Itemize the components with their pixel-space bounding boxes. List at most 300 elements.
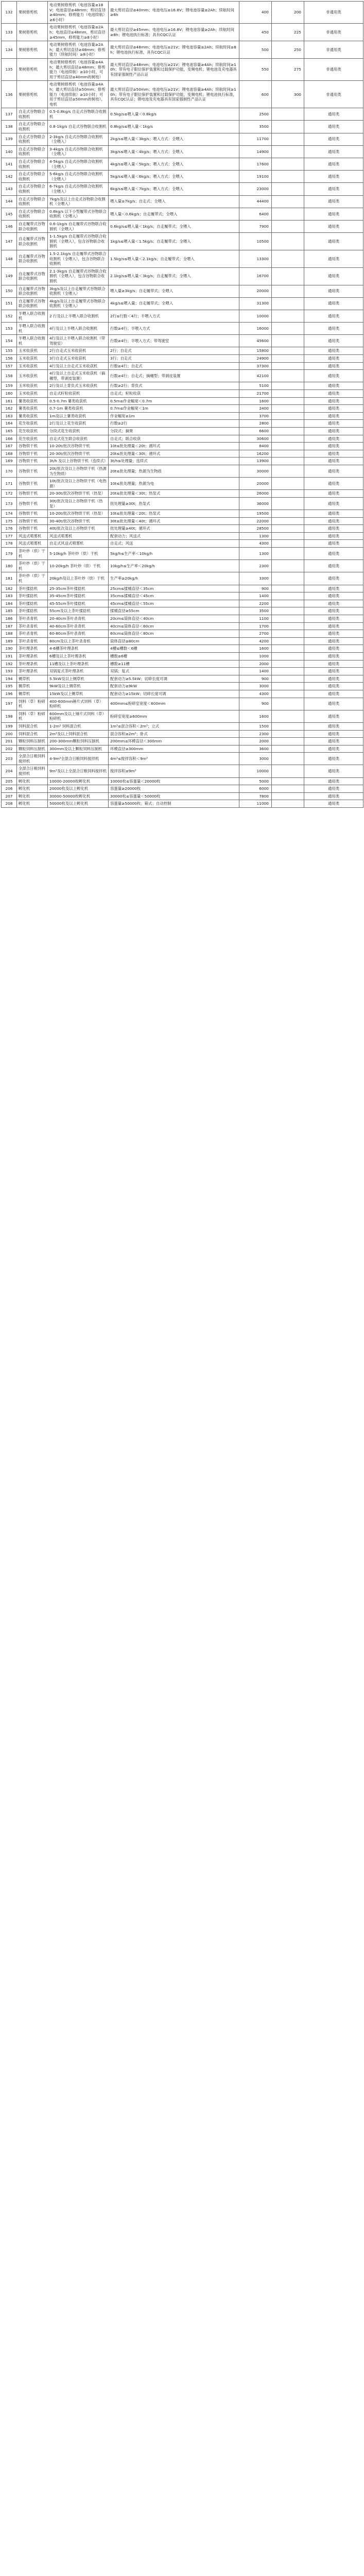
spec-cell: 3t/h≤处理量；连续式 bbox=[109, 457, 239, 465]
row-number: 192 bbox=[2, 660, 17, 668]
row-number: 185 bbox=[2, 607, 17, 615]
scope-cell: 通用类 bbox=[304, 457, 363, 465]
subsidy-amount-cell: 20000 bbox=[239, 478, 272, 490]
subsidy-amount-cell: 1300 bbox=[239, 532, 272, 540]
category-cell: 玉米收获机 bbox=[17, 355, 48, 363]
cap-amount-cell bbox=[272, 730, 304, 738]
item-name-cell: 55cm及以上茶叶揉捻机 bbox=[48, 607, 109, 615]
row-number: 177 bbox=[2, 532, 17, 540]
table-row bbox=[2, 208, 363, 220]
category-cell: 孵化机 bbox=[17, 785, 48, 793]
table-row bbox=[2, 652, 363, 660]
category-cell: 饲料混合机 bbox=[17, 730, 48, 738]
item-name-cell: 200-300mm颗粒饲料压制机 bbox=[48, 738, 109, 745]
scope-cell: 通用类 bbox=[304, 267, 363, 285]
scope-cell: 通用类 bbox=[304, 390, 363, 398]
item-name-cell: 电动果树修剪机（电池容量≥2Ah；电池直径≥48mm，剪切直径≥45mm，修剪能力≥8小时） bbox=[48, 24, 109, 41]
spec-cell: 行数≥4行；半喂入方式 bbox=[109, 323, 239, 335]
spec-cell: 批处理量≥30t；热泵式 bbox=[109, 497, 239, 510]
scope-cell: 通用类 bbox=[304, 145, 363, 158]
scope-cell: 通用类 bbox=[304, 745, 363, 753]
scope-cell: 通用类 bbox=[304, 443, 363, 450]
row-number: 133 bbox=[2, 24, 17, 41]
spec-cell: 喂入量≥3kg/s；自走履带式；全喂入 bbox=[109, 285, 239, 297]
category-cell: 果树修剪机 bbox=[17, 2, 48, 24]
category-cell: 茶叶理条机 bbox=[17, 660, 48, 668]
subsidy-amount-cell: 900 bbox=[239, 698, 272, 710]
category-cell: 自走履带式谷物联合收割机 bbox=[17, 233, 48, 250]
scope-cell: 通用类 bbox=[304, 347, 363, 355]
row-number: 148 bbox=[2, 250, 17, 267]
spec-cell: 2.1kg/s≤喂入量＜3kg/s；自走履带式；全喂入 bbox=[109, 267, 239, 285]
cap-amount-cell bbox=[272, 777, 304, 785]
row-number: 204 bbox=[2, 765, 17, 777]
item-name-cell: 0.6kg/s 以下小型履带式谷物联合收割机（全喂入） bbox=[48, 208, 109, 220]
scope-cell: 通用类 bbox=[304, 450, 363, 457]
table-row bbox=[2, 572, 363, 585]
category-cell: 全混合日粮饲料搅拌机 bbox=[17, 753, 48, 765]
scope-cell: 通用类 bbox=[304, 765, 363, 777]
item-name-cell: 25-35cm茶叶揉捻机 bbox=[48, 585, 109, 592]
subsidy-amount-cell: 19500 bbox=[239, 510, 272, 518]
subsidy-amount-cell: 2800 bbox=[239, 420, 272, 428]
table-row bbox=[2, 607, 363, 615]
row-number: 191 bbox=[2, 652, 17, 660]
scope-cell: 通用类 bbox=[304, 382, 363, 390]
category-cell: 花生收获机 bbox=[17, 427, 48, 435]
scope-cell: 通用类 bbox=[304, 285, 363, 297]
item-name-cell: 1.5-2.1kg/s 自走履带式谷物联合收割机（全喂入），包含谷物联合收割机 bbox=[48, 250, 109, 267]
subsidy-amount-cell: 7900 bbox=[239, 220, 272, 232]
row-number: 175 bbox=[2, 517, 17, 525]
item-name-cell: 4-6槽茶叶理条机 bbox=[48, 645, 109, 653]
scope-cell: 通用类 bbox=[304, 183, 363, 195]
category-cell: 铡草机 bbox=[17, 683, 48, 690]
row-number: 134 bbox=[2, 41, 17, 59]
table-row bbox=[2, 24, 363, 41]
subsidy-amount-cell: 900 bbox=[239, 675, 272, 683]
item-name-cell: 4行及以上半喂入联合收割机（带驾驶室） bbox=[48, 335, 109, 347]
subsidy-amount-cell: 1000 bbox=[239, 652, 272, 660]
item-name-cell: 10000-20000枚孵化机 bbox=[48, 777, 109, 785]
item-name-cell: 4行及以上半喂入联合收割机 bbox=[48, 323, 109, 335]
scope-cell: 通用类 bbox=[304, 310, 363, 322]
scope-cell: 通用类 bbox=[304, 158, 363, 171]
cap-amount-cell bbox=[272, 637, 304, 645]
item-name-cell: 1m及以上薯类收获机 bbox=[48, 412, 109, 420]
subsidy-amount-cell: 1400 bbox=[239, 592, 272, 600]
spec-cell: 喂入量＜0.6kg/s；自走履带式；全喂入 bbox=[109, 208, 239, 220]
subsidy-amount-cell: 3000 bbox=[239, 683, 272, 690]
subsidy-amount-cell: 10500 bbox=[239, 233, 272, 250]
table-row bbox=[2, 668, 363, 675]
row-number: 150 bbox=[2, 285, 17, 297]
row-number: 166 bbox=[2, 435, 17, 443]
subsidy-amount-cell: 7800 bbox=[239, 792, 272, 800]
category-cell: 谷物烘干机 bbox=[17, 517, 48, 525]
subsidy-amount-cell: 2300 bbox=[239, 730, 272, 738]
row-number: 198 bbox=[2, 710, 17, 722]
spec-cell: 最大剪切直径≥50mm；电池电压≥21V；锂电池容量≥4Ah；续航时间≥10h；带有电子限位保护装置和过载保护功能，变频电机；锂电池执行标准，具有CQC认证；锂电池及充电器具有国家强制性产品认证 bbox=[109, 81, 239, 108]
spec-cell: 2行≤行数＜4行；半喂入方式 bbox=[109, 310, 239, 322]
row-number: 137 bbox=[2, 108, 17, 121]
table-row bbox=[2, 233, 363, 250]
cap-amount-cell bbox=[272, 622, 304, 630]
spec-cell: 生产率≥20kg/h bbox=[109, 572, 239, 585]
spec-cell: 混合容积≥2m³；卧式 bbox=[109, 730, 239, 738]
scope-cell: 通用类 bbox=[304, 698, 363, 710]
row-number: 165 bbox=[2, 427, 17, 435]
spec-cell: 行数≥4行；半喂入方式；带驾驶室 bbox=[109, 335, 239, 347]
item-name-cell: 1-2m³ 饲料混合机 bbox=[48, 722, 109, 730]
item-name-cell: 4-9m³全混合日粮饲料搅拌机 bbox=[48, 753, 109, 765]
item-name-cell: 电动果树修剪机（电池容量≥18V；电池直径≥48mm；剪切直径≥40mm；修剪能力（电池续航）≥6小时） bbox=[48, 2, 109, 24]
scope-cell: 通用类 bbox=[304, 412, 363, 420]
cap-amount-cell bbox=[272, 362, 304, 370]
row-number: 184 bbox=[2, 600, 17, 607]
scope-cell: 通用类 bbox=[304, 335, 363, 347]
item-name-cell: 20000枚及以上孵化机 bbox=[48, 785, 109, 793]
row-number: 157 bbox=[2, 362, 17, 370]
spec-cell: 1m³≤混合容积＜2m³；立式 bbox=[109, 722, 239, 730]
scope-cell: 通用类 bbox=[304, 615, 363, 623]
spec-cell: 10t≤批处理量＜20t；热泵式 bbox=[109, 510, 239, 518]
spec-cell: 3行；自走式 bbox=[109, 355, 239, 363]
category-cell: 自走式谷物联合收割机 bbox=[17, 108, 48, 121]
row-number: 187 bbox=[2, 622, 17, 630]
cap-amount-cell bbox=[272, 355, 304, 363]
subsidy-amount-cell: 36000 bbox=[239, 497, 272, 510]
cap-amount-cell bbox=[272, 652, 304, 660]
spec-cell: 粉碎室宽度≥600mm bbox=[109, 710, 239, 722]
table-row bbox=[2, 310, 363, 322]
category-cell: 半喂入联合收割机 bbox=[17, 310, 48, 322]
scope-cell: 通用类 bbox=[304, 753, 363, 765]
row-number: 135 bbox=[2, 58, 17, 80]
cap-amount-cell bbox=[272, 347, 304, 355]
row-number: 174 bbox=[2, 510, 17, 518]
scope-cell: 通用类 bbox=[304, 427, 363, 435]
scope-cell: 通用类 bbox=[304, 323, 363, 335]
category-cell: 玉米收获机 bbox=[17, 370, 48, 382]
item-name-cell: 4行及以上自走式玉米收获机 bbox=[48, 362, 109, 370]
row-number: 153 bbox=[2, 323, 17, 335]
subsidy-amount-cell: 3500 bbox=[239, 121, 272, 133]
scope-cell: 非通用类 bbox=[304, 81, 363, 108]
cap-amount-cell bbox=[272, 133, 304, 145]
subsidy-amount-cell: 24900 bbox=[239, 355, 272, 363]
subsidy-amount-cell: 28500 bbox=[239, 525, 272, 533]
item-name-cell: 风送式喷雾机 bbox=[48, 532, 109, 540]
spec-cell: 4m³≤搅拌容积＜9m³ bbox=[109, 753, 239, 765]
table-row bbox=[2, 525, 363, 533]
spec-cell: 4kg/s≤喂入量；自走履带式；全喂入 bbox=[109, 297, 239, 310]
spec-cell: 最大剪切直径≥40mm；电池电压≥16.8V；锂电池容量≥2Ah；续航时间≥6h bbox=[109, 2, 239, 24]
table-row bbox=[2, 297, 363, 310]
item-name-cell: 电动果树修剪机（电池容量≥4Ah；最大剪切直径≥48mm；修剪能力（电池续航）≥10小时，可用于剪切直径≥40mm的树枝） bbox=[48, 58, 109, 80]
cap-amount-cell bbox=[272, 592, 304, 600]
cap-amount-cell bbox=[272, 668, 304, 675]
cap-amount-cell bbox=[272, 517, 304, 525]
spec-cell: 2行；自走式 bbox=[109, 347, 239, 355]
table-body bbox=[2, 2, 363, 808]
item-name-cell: 电动果树修剪机（电池容量≥2Ah；最大剪切直径≥48mm；修剪能力（续航时间）≥8小时） bbox=[48, 41, 109, 59]
table-row bbox=[2, 323, 363, 335]
item-name-cell: 5-6kg/s 自走式谷物联合收割机（全喂入） bbox=[48, 171, 109, 183]
subsidy-amount-cell: 16200 bbox=[239, 450, 272, 457]
cap-amount-cell bbox=[272, 532, 304, 540]
scope-cell: 通用类 bbox=[304, 645, 363, 653]
row-number: 158 bbox=[2, 370, 17, 382]
subsidy-amount-cell: 4300 bbox=[239, 690, 272, 698]
scope-cell: 通用类 bbox=[304, 572, 363, 585]
item-name-cell: 电动果树修剪机（电池容量≥4Ah；最大剪切直径≥50mm；修剪能力（电池续航）≥10小时；可用于剪切直径≥50mm的树枝），电机 bbox=[48, 81, 109, 108]
item-name-cell: 2-3kg/s 自走式谷物联合收割机（全喂入） bbox=[48, 133, 109, 145]
category-cell: 自走式谷物联合收割机 bbox=[17, 133, 48, 145]
scope-cell: 通用类 bbox=[304, 800, 363, 808]
scope-cell: 通用类 bbox=[304, 355, 363, 363]
table-row bbox=[2, 335, 363, 347]
subsidy-amount-cell: 1300 bbox=[239, 548, 272, 560]
subsidy-amount-cell: 6600 bbox=[239, 427, 272, 435]
subsidy-table bbox=[1, 1, 363, 808]
cap-amount-cell bbox=[272, 457, 304, 465]
scope-cell: 通用类 bbox=[304, 108, 363, 121]
spec-cell: 配套动力；风送式 bbox=[109, 532, 239, 540]
category-cell: 饲料（草）粉碎机 bbox=[17, 698, 48, 710]
spec-cell: 自走式；籽粒收获 bbox=[109, 390, 239, 398]
cap-amount-cell bbox=[272, 220, 304, 232]
spec-cell: 0.6kg/s≤喂入量＜1kg/s；自走履带式；全喂入 bbox=[109, 220, 239, 232]
subsidy-amount-cell: 550 bbox=[239, 58, 272, 80]
spec-cell: 6kg/s≤喂入量＜7kg/s；喂入方式：全喂入 bbox=[109, 183, 239, 195]
row-number: 172 bbox=[2, 490, 17, 498]
item-name-cell: 10-20t/批次谷物烘干机 bbox=[48, 443, 109, 450]
spec-cell: 1kg/s≤喂入量＜1.5kg/s；自走履带式；全喂入 bbox=[109, 233, 239, 250]
scope-cell: 通用类 bbox=[304, 777, 363, 785]
table-row bbox=[2, 532, 363, 540]
cap-amount-cell bbox=[272, 560, 304, 572]
category-cell: 谷物烘干机 bbox=[17, 510, 48, 518]
scope-cell: 通用类 bbox=[304, 722, 363, 730]
category-cell: 饲料（草）粉碎机 bbox=[17, 710, 48, 722]
cap-amount-cell bbox=[272, 585, 304, 592]
table-row bbox=[2, 615, 363, 623]
scope-cell: 通用类 bbox=[304, 738, 363, 745]
category-cell: 风送式喷雾机 bbox=[17, 540, 48, 548]
row-number: 178 bbox=[2, 540, 17, 548]
cap-amount-cell bbox=[272, 785, 304, 793]
scope-cell: 通用类 bbox=[304, 208, 363, 220]
table-row bbox=[2, 158, 363, 171]
subsidy-amount-cell: 31300 bbox=[239, 297, 272, 310]
category-cell: 茶叶揉捻机 bbox=[17, 592, 48, 600]
row-number: 143 bbox=[2, 183, 17, 195]
cap-amount-cell bbox=[272, 171, 304, 183]
subsidy-amount-cell: 42100 bbox=[239, 370, 272, 382]
scope-cell: 通用类 bbox=[304, 630, 363, 638]
table-row bbox=[2, 745, 363, 753]
category-cell: 自走履带式谷物联合收割机 bbox=[17, 297, 48, 310]
cap-amount-cell bbox=[272, 183, 304, 195]
item-name-cell: 2行自走式玉米收获机 bbox=[48, 347, 109, 355]
cap-amount-cell bbox=[272, 443, 304, 450]
table-row bbox=[2, 347, 363, 355]
category-cell: 谷物烘干机 bbox=[17, 525, 48, 533]
category-cell: 谷物烘干机 bbox=[17, 497, 48, 510]
cap-amount-cell bbox=[272, 121, 304, 133]
row-number: 140 bbox=[2, 145, 17, 158]
subsidy-amount-cell: 14900 bbox=[239, 145, 272, 158]
item-name-cell: 400-600mm锤片式饲料（草）粉碎机 bbox=[48, 698, 109, 710]
category-cell: 茶叶揉捻机 bbox=[17, 607, 48, 615]
subsidy-amount-cell: 2000 bbox=[239, 738, 272, 745]
item-name-cell: 600mm及以上锤片式饲料（草）粉碎机 bbox=[48, 710, 109, 722]
row-number: 152 bbox=[2, 310, 17, 322]
scope-cell: 非通用类 bbox=[304, 2, 363, 24]
item-name-cell: 10t/批次及以上谷物烘干机（电热源） bbox=[48, 478, 109, 490]
table-row bbox=[2, 738, 363, 745]
cap-amount-cell bbox=[272, 497, 304, 510]
subsidy-amount-cell: 3600 bbox=[239, 745, 272, 753]
item-name-cell: 20-40cm茶叶杀青机 bbox=[48, 615, 109, 623]
spec-cell: 槽数≥6槽 bbox=[109, 652, 239, 660]
subsidy-amount-cell: 21700 bbox=[239, 390, 272, 398]
spec-cell: 35cm≤揉桶直径＜45cm bbox=[109, 592, 239, 600]
cap-amount-cell bbox=[272, 540, 304, 548]
cap-amount-cell bbox=[272, 800, 304, 808]
item-name-cell: 80cm及以上茶叶杀青机 bbox=[48, 637, 109, 645]
spec-cell: 10t≤批处理量＜20t；循环式 bbox=[109, 443, 239, 450]
cap-amount-cell bbox=[272, 450, 304, 457]
cap-amount-cell bbox=[272, 690, 304, 698]
spec-cell: 20t≤批处理量＜30t；热泵式 bbox=[109, 490, 239, 498]
category-cell: 自走式谷物联合收割机 bbox=[17, 121, 48, 133]
table-row bbox=[2, 510, 363, 518]
cap-amount-cell bbox=[272, 510, 304, 518]
spec-cell: 槽数≥11槽 bbox=[109, 660, 239, 668]
row-number: 200 bbox=[2, 730, 17, 738]
row-number: 160 bbox=[2, 390, 17, 398]
category-cell: 颗粒饲料压制机 bbox=[17, 738, 48, 745]
spec-cell: 45cm≤揉桶直径＜55cm bbox=[109, 600, 239, 607]
item-name-cell: 0.7-1m 薯类收获机 bbox=[48, 405, 109, 413]
row-number: 168 bbox=[2, 450, 17, 457]
spec-cell: 0.5kg/s≤喂入量＜0.8kg/s bbox=[109, 108, 239, 121]
scope-cell: 通用类 bbox=[304, 548, 363, 560]
table-row bbox=[2, 560, 363, 572]
table-row bbox=[2, 108, 363, 121]
category-cell: 果树修剪机 bbox=[17, 24, 48, 41]
scope-cell: 非通用类 bbox=[304, 58, 363, 80]
category-cell: 饲料混合机 bbox=[17, 722, 48, 730]
table-row bbox=[2, 710, 363, 722]
scope-cell: 通用类 bbox=[304, 478, 363, 490]
spec-cell: 400mm≤粉碎室宽度＜600mm bbox=[109, 698, 239, 710]
category-cell: 全混合日粮饲料搅拌机 bbox=[17, 765, 48, 777]
subsidy-amount-cell: 400 bbox=[239, 2, 272, 24]
table-row bbox=[2, 730, 363, 738]
row-number: 201 bbox=[2, 738, 17, 745]
item-name-cell: 5-10kg/h 茶叶炒（烘）干机 bbox=[48, 548, 109, 560]
table-row bbox=[2, 41, 363, 59]
subsidy-amount-cell: 6000 bbox=[239, 785, 272, 793]
item-name-cell: 自走式风送式喷雾机 bbox=[48, 540, 109, 548]
subsidy-amount-cell: 1100 bbox=[239, 615, 272, 623]
cap-amount-cell bbox=[272, 397, 304, 405]
item-name-cell: 1-1.5kg/s 自走履带式谷物联合收割机（全喂入），包含谷物联合收割机 bbox=[48, 233, 109, 250]
table-row bbox=[2, 450, 363, 457]
cap-amount-cell bbox=[272, 645, 304, 653]
subsidy-amount-cell: 8400 bbox=[239, 443, 272, 450]
table-row bbox=[2, 517, 363, 525]
row-number: 182 bbox=[2, 585, 17, 592]
category-cell: 孵化机 bbox=[17, 800, 48, 808]
category-cell: 茶叶杀青机 bbox=[17, 615, 48, 623]
subsidy-amount-cell: 450 bbox=[239, 24, 272, 41]
category-cell: 自走式谷物联合收割机 bbox=[17, 195, 48, 208]
subsidy-amount-cell: 1600 bbox=[239, 645, 272, 653]
scope-cell: 通用类 bbox=[304, 362, 363, 370]
scope-cell: 通用类 bbox=[304, 490, 363, 498]
category-cell: 玉米收获机 bbox=[17, 390, 48, 398]
spec-cell: 配套动力≥5.5kW；切碎长度可调 bbox=[109, 675, 239, 683]
spec-cell: 10kg/h≤生产率＜20kg/h bbox=[109, 560, 239, 572]
row-number: 149 bbox=[2, 267, 17, 285]
item-name-cell: 30-40t/批次谷物烘干机 bbox=[48, 517, 109, 525]
category-cell: 风送式喷雾机 bbox=[17, 532, 48, 540]
category-cell: 茶叶杀青机 bbox=[17, 637, 48, 645]
cap-amount-cell bbox=[272, 297, 304, 310]
category-cell: 花生收获机 bbox=[17, 420, 48, 428]
spec-cell: 25cm≤揉桶直径＜35cm bbox=[109, 585, 239, 592]
cap-amount-cell bbox=[272, 675, 304, 683]
cap-amount-cell bbox=[272, 465, 304, 477]
table-row bbox=[2, 412, 363, 420]
table-row bbox=[2, 765, 363, 777]
item-name-cell: 30t/批次及以上谷物烘干机（热泵） bbox=[48, 497, 109, 510]
table-row bbox=[2, 457, 363, 465]
item-name-cell: 2 行及以上半喂入联合收割机 bbox=[48, 310, 109, 322]
table-row bbox=[2, 183, 363, 195]
category-cell: 铡草机 bbox=[17, 690, 48, 698]
spec-cell: 环模直径≥300mm bbox=[109, 745, 239, 753]
scope-cell: 通用类 bbox=[304, 133, 363, 145]
category-cell: 自走式谷物联合收割机 bbox=[17, 183, 48, 195]
row-number: 208 bbox=[2, 800, 17, 808]
table-row bbox=[2, 630, 363, 638]
spec-cell: 10000枚≤容蛋量＜20000枚 bbox=[109, 777, 239, 785]
item-name-cell: 9m³及以上全混合日粮饲料搅拌机 bbox=[48, 765, 109, 777]
row-number: 206 bbox=[2, 785, 17, 793]
cap-amount-cell bbox=[272, 792, 304, 800]
cap-amount-cell bbox=[272, 145, 304, 158]
spec-cell: 批处理量≥40t；循环式 bbox=[109, 525, 239, 533]
subsidy-amount-cell: 10000 bbox=[239, 310, 272, 322]
spec-cell: 2kg/s≤喂入量＜3kg/s；喂入方式：全喂入 bbox=[109, 133, 239, 145]
subsidy-amount-cell: 5000 bbox=[239, 777, 272, 785]
spec-cell: 20t≤批处理量；热源为生物质 bbox=[109, 465, 239, 477]
table-row bbox=[2, 690, 363, 698]
cap-amount-cell bbox=[272, 478, 304, 490]
row-number: 180 bbox=[2, 560, 17, 572]
table-row bbox=[2, 145, 363, 158]
cap-amount-cell bbox=[272, 412, 304, 420]
scope-cell: 非通用类 bbox=[304, 41, 363, 59]
scope-cell: 通用类 bbox=[304, 710, 363, 722]
item-name-cell: 6-7kg/s 自走式谷物联合收割机（全喂入） bbox=[48, 183, 109, 195]
spec-cell: 最大剪切直径≥48mm；电池电压≥21V；锂电池容量≥4Ah；续航时间≥10h；带有电子限位保护装置和过载保护功能，变频电机；锂电池及充电器具有国家强制性产品认证 bbox=[109, 58, 239, 80]
